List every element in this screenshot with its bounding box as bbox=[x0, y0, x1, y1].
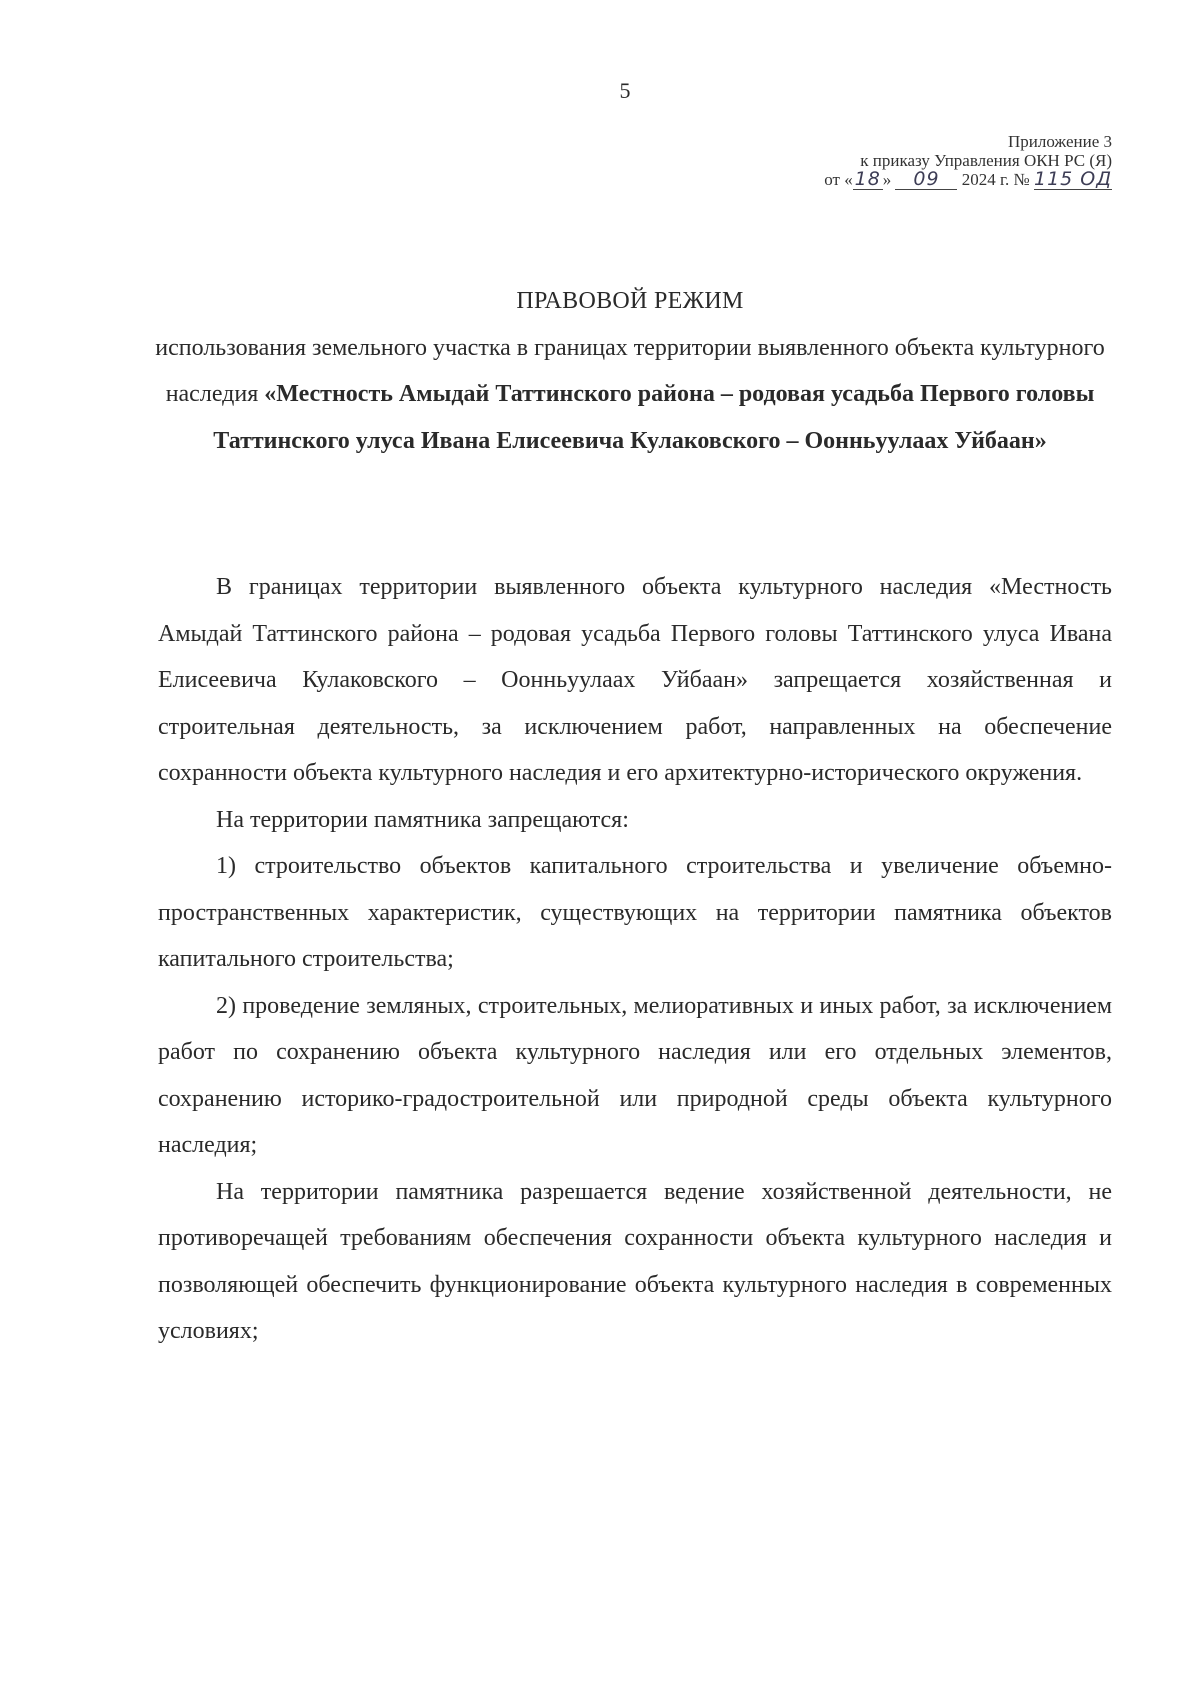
document-body bbox=[158, 564, 1112, 1355]
title-heading: ПРАВОВОЙ РЕЖИМ bbox=[516, 288, 744, 314]
order-date-line bbox=[824, 170, 1112, 190]
paragraph-permitted-activity: На территории памятника разрешается ведение хозяйственной деятельности, не противоречащей требованиям обеспечения сохранности объекта культурного наследия и позволяющей обеспечить функционирование объекта культурного наследия в современных условиях; bbox=[158, 1178, 1112, 1344]
handwritten-day: 18 bbox=[854, 168, 881, 190]
appendix-label: Приложение 3 bbox=[1008, 132, 1112, 151]
document-title bbox=[150, 278, 1110, 464]
date-prefix: от « bbox=[824, 170, 853, 189]
title-object-name: «Местность Амыдай Таттинского района – родовая усадьба Первого головы Таттинского улуса Ивана Елисеевича Кулаковского – Оонньуулаах Уйбаан» bbox=[213, 381, 1095, 454]
appendix-header bbox=[824, 132, 1112, 190]
paragraph-item-1: 1) строительство объектов капитального строительства и увеличение объемно-пространственных характеристик, существующих на территории памятника объектов капитального строительства; bbox=[158, 853, 1112, 972]
handwritten-month: 09 bbox=[895, 170, 957, 190]
date-day-close: » bbox=[882, 170, 892, 189]
page-number: 5 bbox=[619, 78, 631, 103]
title-subtitle-plain: использования земельного участка в границах территории выявленного объекта культурного наследия bbox=[155, 334, 1105, 407]
title-subtitle bbox=[155, 335, 1104, 454]
paragraph-prohibition-general: В границах территории выявленного объекта культурного наследия «Местность Амыдай Таттинского района – родовая усадьба Первого головы Таттинского улуса Ивана Елисеевича Кулаковского – Оонньуулаах Уйбаан» запрещается хозяйственная и строительная деятельность, за исключением работ, направленных на обеспечение сохранности объекта культурного наследия и его архитектурно-исторического окружения. bbox=[158, 574, 1112, 786]
order-reference: к приказу Управления ОКН РС (Я) bbox=[860, 151, 1112, 170]
handwritten-order-number: 115 ОД bbox=[1034, 168, 1113, 190]
paragraph-item-2: 2) проведение земляных, строительных, мелиоративных и иных работ, за исключением работ по сохранению объекта культурного наследия или его отдельных элементов, сохранению историко-градостроительной или природной среды объекта культурного наследия; bbox=[158, 992, 1112, 1158]
year-and-number-label: 2024 г. № bbox=[961, 170, 1030, 189]
paragraph-prohibited-list-intro: На территории памятника запрещаются: bbox=[216, 806, 629, 833]
